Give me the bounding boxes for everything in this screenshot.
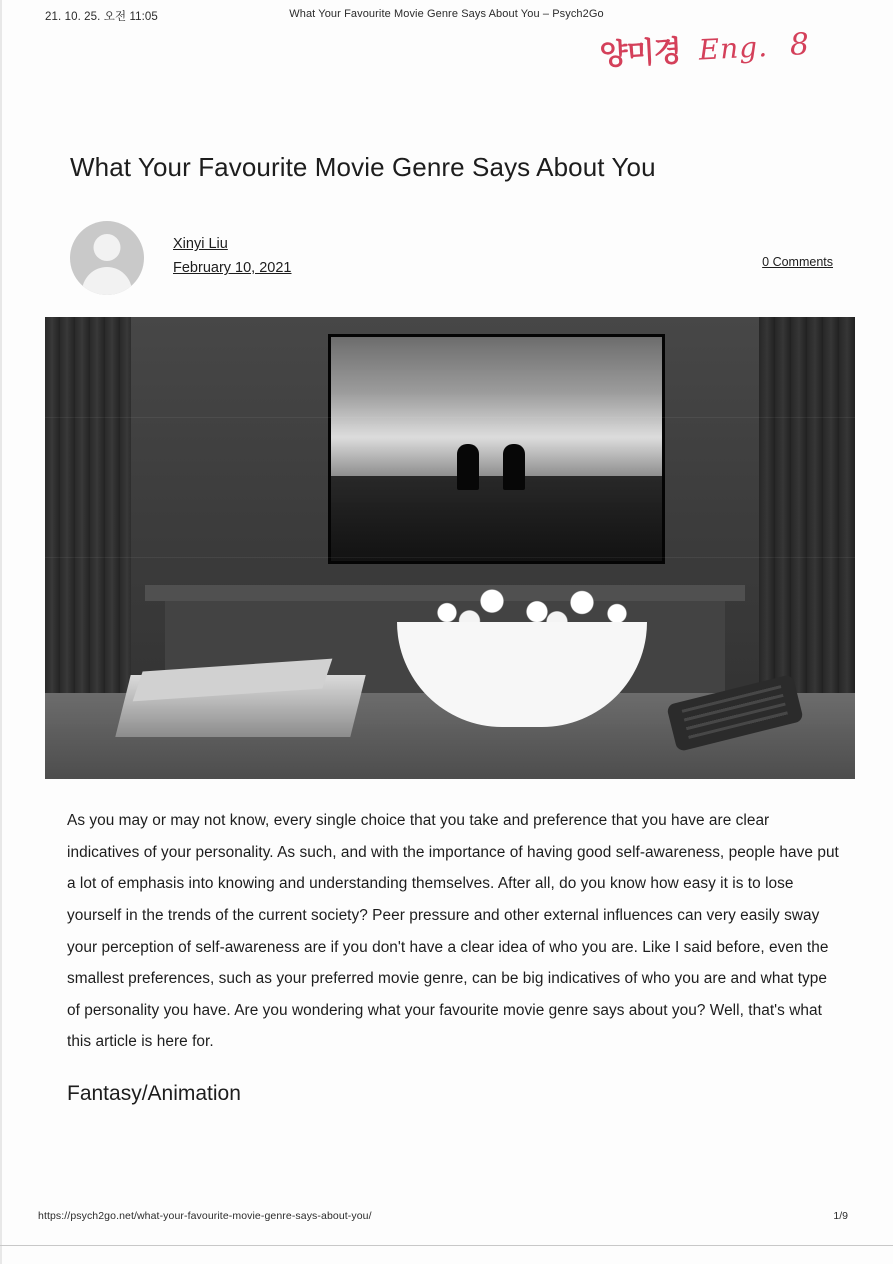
publish-date-link[interactable]: February 10, 2021: [173, 260, 292, 277]
section-heading-fantasy-animation: Fantasy/Animation: [67, 1081, 241, 1105]
print-footer-url: https://psych2go.net/what-your-favourite-movie-genre-says-about-you/: [38, 1210, 372, 1222]
handwritten-annotation: [599, 19, 862, 93]
avatar-body: [82, 267, 132, 295]
byline-text: [173, 233, 292, 281]
print-header-title: What Your Favourite Movie Genre Says About You – Psych2Go: [289, 8, 604, 20]
scan-artifact-line: [45, 417, 855, 418]
scan-bottom-edge: [0, 1245, 893, 1246]
hero-tv-figure-left: [457, 444, 479, 490]
hero-tv-figure-right: [503, 444, 525, 490]
comments-link[interactable]: 0 Comments: [762, 255, 833, 270]
page-title: What Your Favourite Movie Genre Says About You: [70, 152, 656, 182]
author-link[interactable]: Xinyi Liu: [173, 236, 228, 253]
avatar: [70, 221, 144, 295]
article-paragraph: As you may or may not know, every single choice that you take and preference that you have are clear indicatives of your personality. As such, and with the importance of having good self-awareness, people have put a lot of emphasis into knowing and understanding themselves. After all, do you know how easy it is to lose yourself in the trends of the current society? Peer pressure and other external influences can very easily sway your perception of self-awareness are if you don't have a clear idea of who you are. Like I said before, even the smallest preferences, such as your preferred movie genre, can be big indicatives of who you are and what type of personality you have. Are you wondering what your favourite movie genre says about you? Well, that's what this article is here for.: [67, 812, 839, 1051]
scan-edge: [0, 0, 2, 1264]
hero-television: [328, 334, 665, 564]
hero-tv-sea: [331, 476, 662, 561]
article: [45, 130, 855, 1106]
byline: [70, 221, 855, 301]
hero-image: [45, 317, 855, 779]
hero-tv-sky: [331, 337, 662, 476]
handwritten-number: 8: [788, 26, 811, 63]
avatar-head: [94, 234, 121, 261]
handwritten-name: 양미경: [598, 33, 682, 72]
print-header-timestamp: 21. 10. 25. 오전 11:05: [45, 11, 158, 23]
print-footer-page-number: 1/9: [833, 1210, 848, 1222]
handwritten-subject: Eng.: [697, 30, 769, 67]
scan-artifact-line: [45, 557, 855, 558]
print-footer: [0, 1210, 893, 1226]
